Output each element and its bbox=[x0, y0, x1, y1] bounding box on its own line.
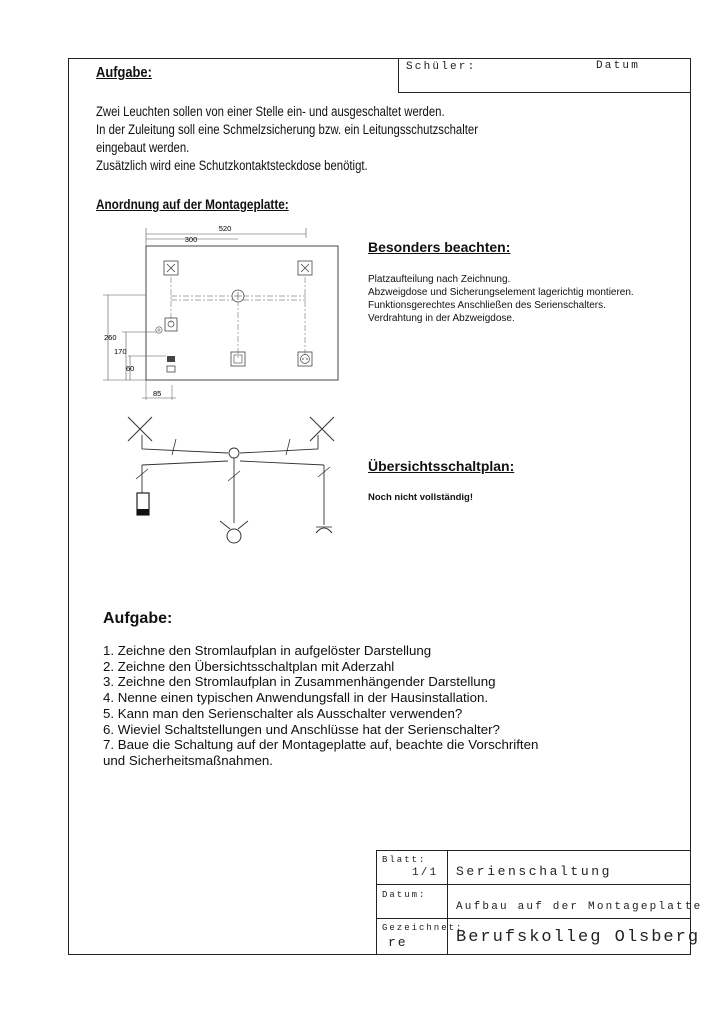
anordnung-heading: Anordnung auf der Montageplatte: bbox=[96, 196, 289, 212]
socket-symbol bbox=[316, 528, 332, 533]
datum-field-label: Datum: bbox=[382, 890, 427, 900]
besonders-list bbox=[368, 273, 634, 325]
titleblock-top-border bbox=[376, 850, 690, 851]
besonders-item: Verdrahtung in der Abzweigdose. bbox=[368, 313, 515, 324]
intro-line: eingebaut werden. bbox=[96, 140, 190, 155]
uebersicht-heading: Übersichtsschaltplan: bbox=[368, 458, 515, 474]
dim-520: 520 bbox=[218, 224, 232, 233]
aufgabe-item: und Sicherheitsmaßnahmen. bbox=[103, 752, 273, 768]
dim-170: 170 bbox=[114, 347, 127, 356]
titleblock-left-border bbox=[376, 850, 377, 954]
besonders-item: Funktionsgerechtes Anschließen des Serienschalters. bbox=[368, 300, 606, 311]
fuse-element bbox=[165, 318, 177, 331]
uebersichtsschaltplan-diagram bbox=[120, 405, 360, 555]
besonders-heading: Besonders beachten: bbox=[368, 239, 511, 255]
junction-symbol bbox=[229, 448, 239, 458]
dim-300: 300 bbox=[184, 235, 198, 244]
switch-symbol bbox=[227, 529, 241, 543]
titleblock-row-line bbox=[376, 918, 690, 919]
blatt-value: 1/1 bbox=[412, 867, 439, 879]
aufgabe-item: 1. Zeichne den Stromlaufplan in aufgelöster Darstellung bbox=[103, 643, 432, 658]
besonders-item: Platzaufteilung nach Zeichnung. bbox=[368, 274, 511, 285]
drawing-subtitle: Aufbau auf der Montageplatte bbox=[456, 901, 703, 913]
aufgabe-item: 4. Nenne einen typischen Anwendungsfall in der Hausinstallation. bbox=[103, 690, 489, 706]
montageplatte-drawing bbox=[96, 220, 356, 410]
uebersicht-note: Noch nicht vollständig! bbox=[368, 492, 474, 503]
aufgabe-item: 6. Wieviel Schaltstellungen und Anschlüsse hat der Serienschalter? bbox=[103, 721, 500, 737]
lamp-symbol-right bbox=[310, 417, 334, 441]
aufgabe-heading: Aufgabe: bbox=[103, 610, 173, 627]
aufgabe-item: 5. Kann man den Serienschalter als Ausschalter verwenden? bbox=[103, 705, 463, 721]
titleblock-row-line bbox=[376, 884, 690, 885]
besonders-item: Abzweigdose und Sicherungselement lagerichtig montieren. bbox=[368, 287, 634, 298]
terminal-1 bbox=[167, 356, 175, 362]
terminal-2 bbox=[167, 366, 175, 372]
drawing-title: Serienschaltung bbox=[456, 864, 613, 879]
intro-text bbox=[96, 103, 533, 175]
aufgabe-item: 3. Zeichne den Stromlaufplan in Zusammenhängender Darstellung bbox=[103, 674, 496, 690]
header-bottom-line bbox=[398, 92, 690, 93]
series-switch bbox=[231, 352, 245, 366]
dim-60: 60 bbox=[126, 364, 135, 373]
gezeichnet-label: Gezeichnet: bbox=[382, 923, 464, 933]
intro-line: Zwei Leuchten sollen von einer Stelle ein- und ausgeschaltet werden. bbox=[96, 104, 445, 119]
aufgabe-item: 2. Zeichne den Übersichtsschaltplan mit Aderzahl bbox=[103, 658, 395, 674]
lamp-symbol-left bbox=[128, 417, 152, 441]
blatt-label: Blatt: bbox=[382, 855, 427, 865]
intro-line: In der Zuleitung soll eine Schmelzsicherung bzw. ein Leitungsschutzschalter bbox=[96, 122, 478, 137]
gezeichnet-value: re bbox=[388, 935, 408, 950]
datum-label: Datum bbox=[596, 60, 641, 72]
page-title: Aufgabe: bbox=[96, 64, 152, 81]
dim-85: 85 bbox=[153, 389, 162, 398]
school-name: Berufskolleg Olsberg bbox=[456, 928, 701, 947]
aufgabe-list bbox=[103, 643, 538, 769]
header-divider bbox=[398, 58, 399, 92]
intro-line: Zusätzlich wird eine Schutzkontaktsteckdose benötigt. bbox=[96, 158, 368, 173]
aufgabe-item: 7. Baue die Schaltung auf der Montageplatte auf, beachte die Vorschriften bbox=[103, 737, 539, 753]
titleblock-divider bbox=[447, 850, 448, 954]
dim-260: 260 bbox=[104, 333, 117, 342]
schueler-label: Schüler: bbox=[406, 61, 477, 73]
